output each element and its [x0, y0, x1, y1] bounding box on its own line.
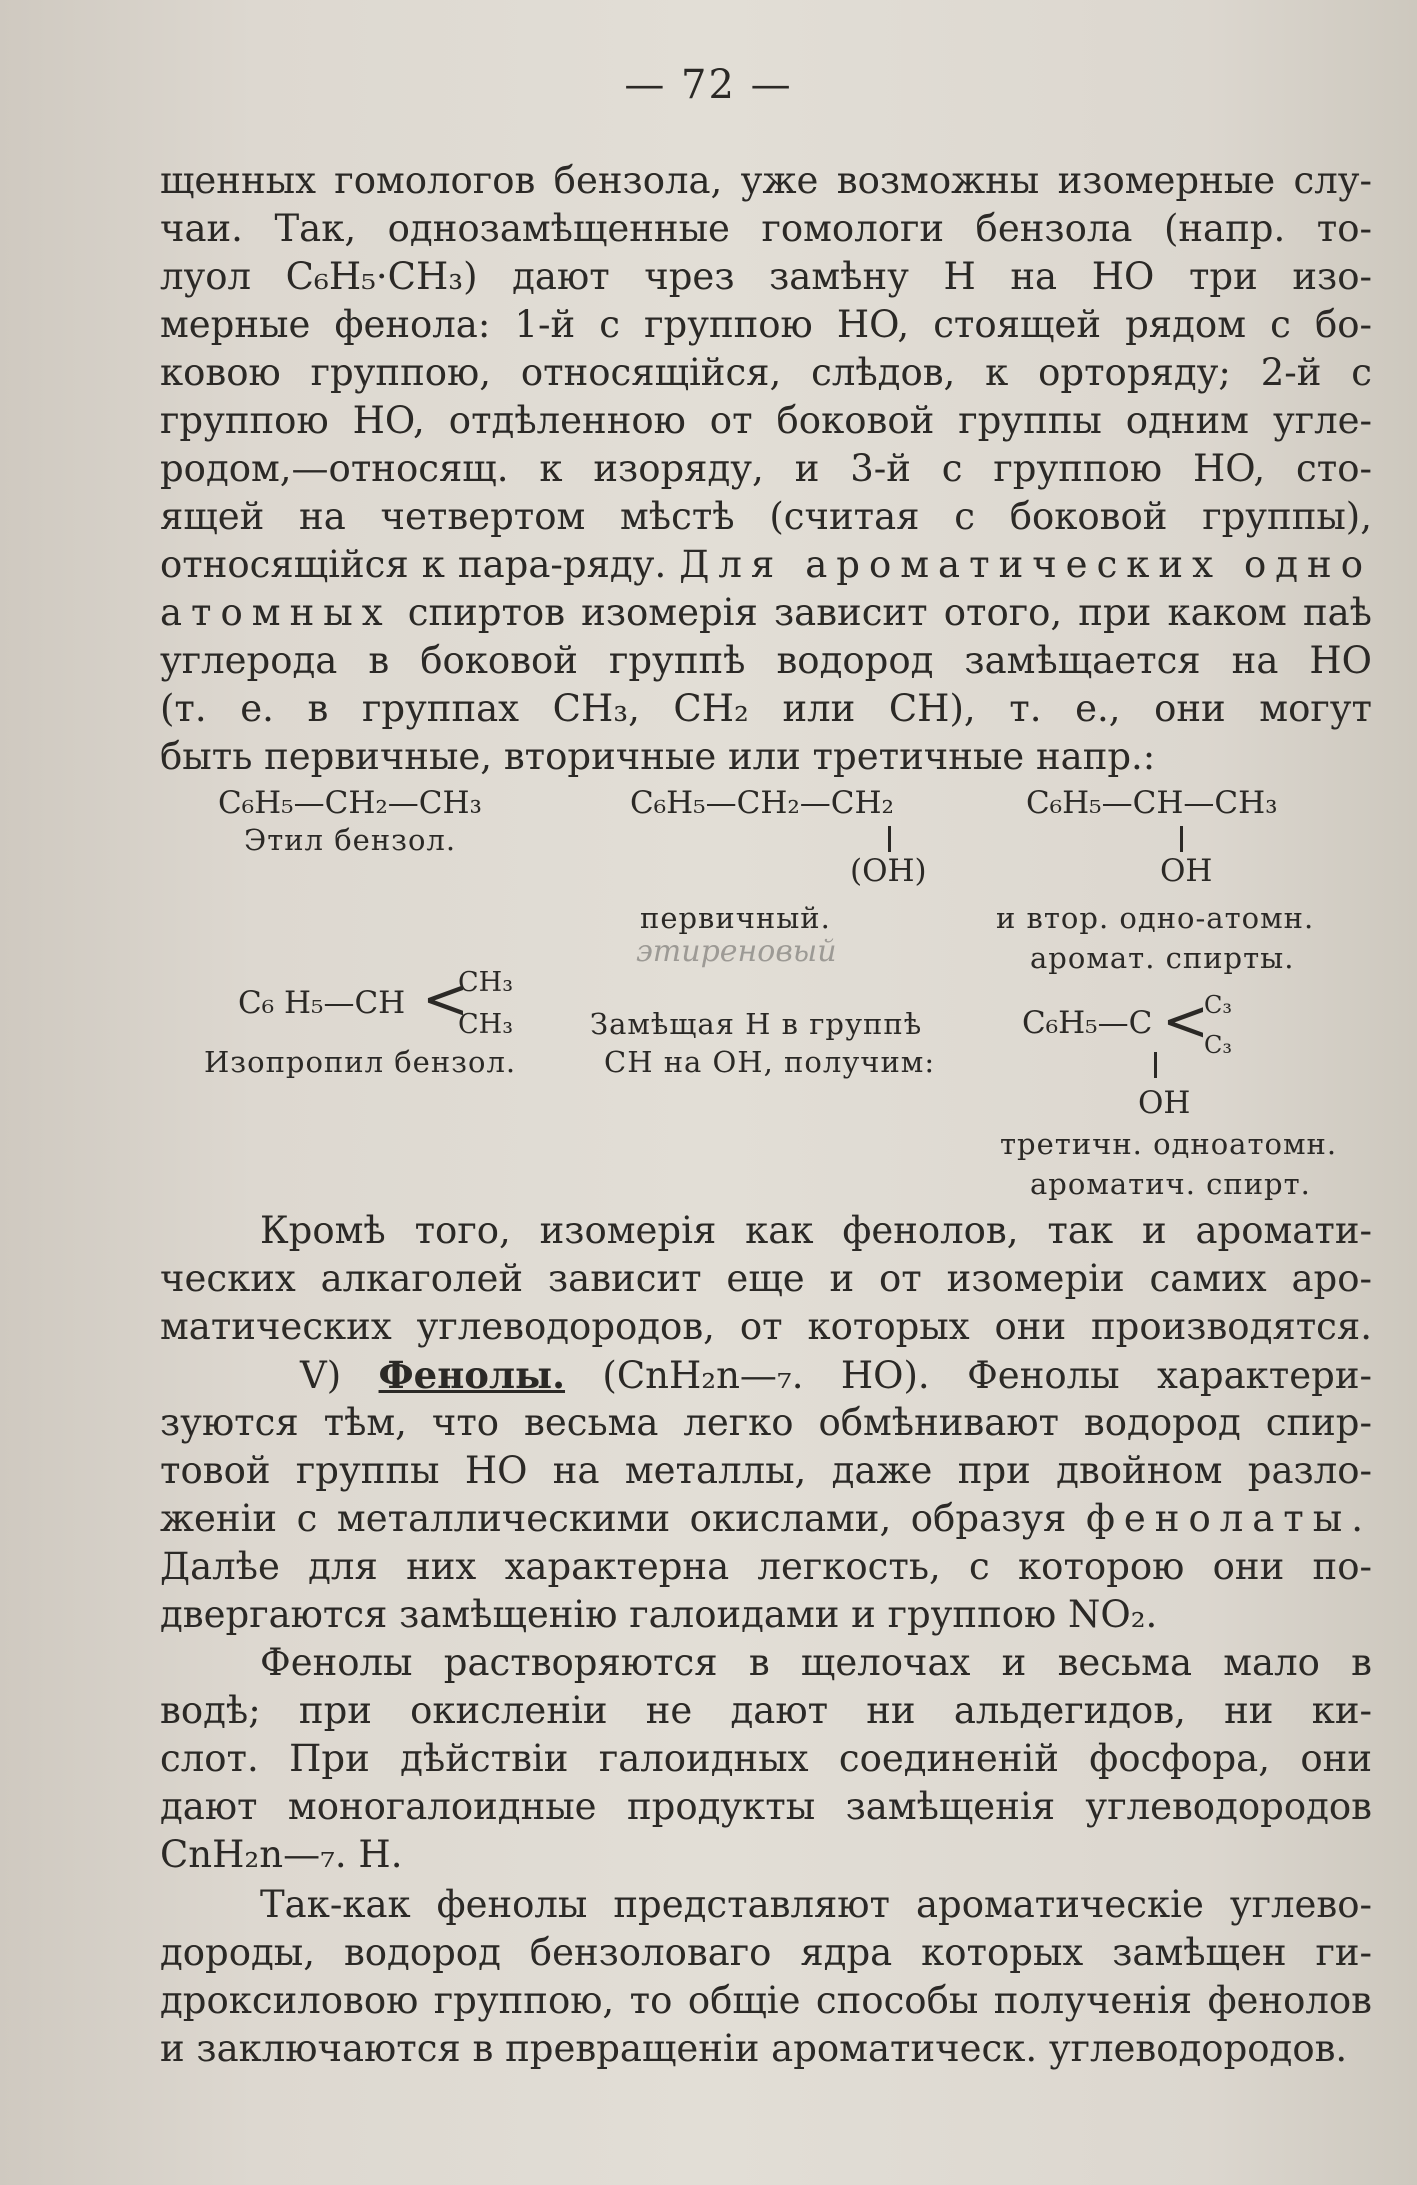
- text-line: матических углеводородов, от которых они производятся.: [160, 1305, 1372, 1348]
- text-line: быть первичные, вторичные или третичные напр.:: [160, 735, 1156, 778]
- bond-line: [1180, 826, 1183, 852]
- section-heading-line: [300, 1352, 1372, 1399]
- page-number: — 72 —: [624, 62, 793, 108]
- text-line: CnH₂n—₇. H.: [160, 1833, 403, 1876]
- text-line: [160, 542, 1372, 588]
- formula-caption: Замѣщая H в группѣ: [590, 1007, 923, 1041]
- text-line: чаи. Так, однозамѣщенные гомологи бензола (напр. то-: [160, 207, 1372, 250]
- text-run: женіи с металлическими окислами, образуя: [160, 1497, 1067, 1540]
- text-line: (т. е. в группах CH₃, CH₂ или CH), т. е., они могут: [160, 687, 1372, 730]
- bond-line: [1154, 1052, 1157, 1078]
- branch-bracket: <: [422, 967, 469, 1032]
- text-run: относящійся к пара-ряду.: [160, 543, 667, 586]
- text-line: Фенолы растворяются в щелочах и весьма мало в: [260, 1641, 1372, 1684]
- formula-branch-bottom: CH₃: [458, 1009, 514, 1040]
- bond-line: [888, 826, 891, 852]
- formula-caption: первичный.: [640, 901, 831, 935]
- formula-branch-top: CH₃: [458, 967, 514, 998]
- formula-tertiary: C₆H₅—C: [1022, 1005, 1153, 1041]
- text-line: слот. При дѣйствіи галоидных соединеній фосфора, они: [160, 1737, 1372, 1780]
- text-line: [160, 1496, 1372, 1542]
- formula-caption: аромат. спирты.: [1030, 941, 1295, 975]
- formula-secondary: C₆H₅—CH—CH₃: [1026, 785, 1278, 821]
- text-line: группою HO, отдѣленною от боковой группы одним угле-: [160, 399, 1372, 442]
- text-line: Так-как фенолы представляют ароматическіе углево-: [260, 1883, 1372, 1926]
- formula-oh: OH: [1160, 853, 1213, 889]
- text-line: Кромѣ того, изомерія как фенолов, так и аромати-: [260, 1209, 1372, 1252]
- text-line: двергаются замѣщенію галоидами и группою NO₂.: [160, 1593, 1158, 1636]
- spaced-emphasis: атомных: [160, 591, 392, 634]
- section-heading: Фенолы.: [378, 1353, 566, 1397]
- text-run: Фенолы характери-: [967, 1354, 1372, 1397]
- text-line: дороды, водород бензоловаго ядра которых замѣщен ги-: [160, 1931, 1372, 1974]
- text-line: и заключаются в превращеніи ароматическ. углеводородов.: [160, 2027, 1348, 2070]
- formula-caption: и втор. одно-атомн.: [996, 901, 1315, 935]
- formula-general: (CnH₂n—₇. HO).: [602, 1354, 930, 1397]
- formula-caption: Изопропил бензол.: [204, 1045, 517, 1079]
- text-line: товой группы HO на металлы, даже при двойном разло-: [160, 1449, 1372, 1492]
- text-line: дроксиловою группою, то общіе способы полученія фенолов: [160, 1979, 1372, 2022]
- text-line: зуются тѣм, что весьма легко обмѣнивают водород спир-: [160, 1401, 1372, 1444]
- text-run: спиртов изомерія зависит отого, при каком паѣ: [407, 591, 1372, 634]
- formula-primary: C₆H₅—CH₂—CH₂: [630, 785, 894, 821]
- formula-branch-top: C₃: [1204, 991, 1232, 1019]
- text-line: ческих алкаголей зависит еще и от изомеріи самих аро-: [160, 1257, 1372, 1300]
- formula-caption: третичн. одноатомн.: [1000, 1127, 1338, 1161]
- text-line: углерода в боковой группѣ водород замѣщается на HO: [160, 639, 1372, 682]
- spaced-emphasis: Для ароматических одно: [679, 543, 1372, 586]
- formula-oh: OH: [1138, 1085, 1191, 1121]
- text-line: ковою группою, относящійся, слѣдов, к орторяду; 2-й с: [160, 351, 1372, 394]
- text-line: родом,—относящ. к изоряду, и 3-й с группою HO, сто-: [160, 447, 1372, 490]
- formula-caption: ароматич. спирт.: [1030, 1167, 1311, 1201]
- section-marker: V): [300, 1354, 342, 1397]
- formula-caption: Этил бензол.: [244, 823, 457, 857]
- text-line: [160, 590, 1372, 636]
- text-line: мерные фенола: 1-й с группою HO, стоящей рядом с бо-: [160, 303, 1372, 346]
- text-line: ящей на четвертом мѣстѣ (считая с боковой группы),: [160, 495, 1372, 538]
- text-line: луол C₆H₅·CH₃) дают чрез замѣну H на HO три изо-: [160, 255, 1372, 298]
- handwritten-note: этиреновый: [636, 934, 837, 969]
- text-line: дают моногалоидные продукты замѣщенія углеводородов: [160, 1785, 1372, 1828]
- formula-ethylbenzene: C₆H₅—CH₂—CH₃: [218, 785, 482, 821]
- spaced-emphasis: фенолаты.: [1085, 1497, 1372, 1540]
- text-line: Далѣе для них характерна легкость, с которою они по-: [160, 1545, 1372, 1588]
- formula-isopropyl: C₆ H₅—CH: [238, 985, 406, 1021]
- formula-oh: (OH): [850, 853, 927, 889]
- formula-branch-bottom: C₃: [1204, 1031, 1232, 1059]
- branch-bracket: <: [1162, 989, 1209, 1054]
- formula-caption: CH на OH, получим:: [604, 1045, 936, 1079]
- text-line: щенных гомологов бензола, уже возможны изомерные слу-: [160, 159, 1372, 202]
- text-line: водѣ; при окисленіи не дают ни альдегидов, ни ки-: [160, 1689, 1372, 1732]
